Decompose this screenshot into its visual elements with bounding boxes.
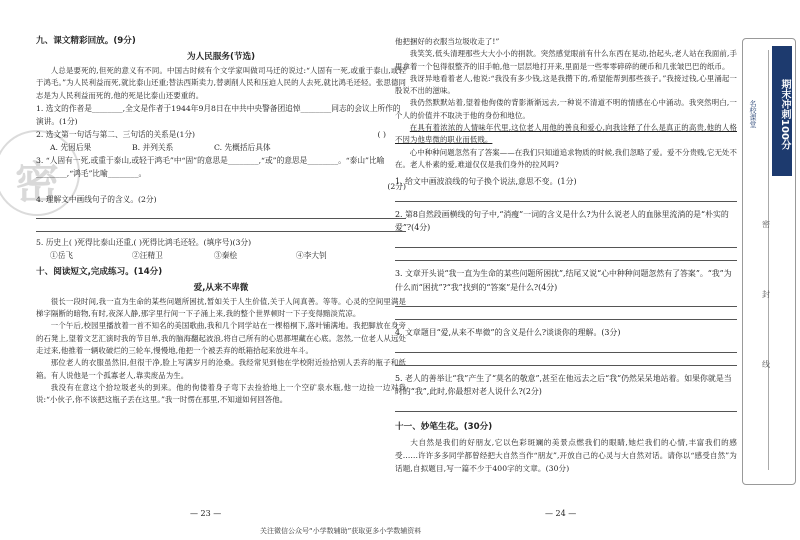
option: B. 并列关系 <box>132 142 174 152</box>
passage-2-para-9: 心中种种问题忽然有了答案——在我们只知道追求物质的时候,我们忽略了爱。爱不分贵贱,它无处不在。老人朴素的爱,难道仅仅是我们身外的拉风吗? <box>395 147 737 169</box>
options-9-5 <box>36 249 406 262</box>
answer-line[interactable] <box>395 353 737 366</box>
page-number-right: — 24 — <box>545 509 577 518</box>
answer-line[interactable] <box>395 399 737 412</box>
seal-label: 密 <box>762 220 770 229</box>
question-10-1: 1. 给文中画波浪线的句子换个说法,意思不变。(1分) <box>395 177 577 187</box>
passage-2-para-1: 很长一段时间,我一直为生命的某些问题所困扰,暂如关于人生价值,关于人间真善。等等。心灵的空间里满是梯字隔断的暗物,有时,夜深人静,那字里行间一下子涌上来,我的整个世界顿时一下子变得黯淡荒凉。 <box>36 296 406 319</box>
question-9-3: 3. “人固有一死,或重于泰山,或轻于鸿毛”中“固”的意思是________,“或”的意思是________。“泰山”比喻________,“鸿毛”比喻________。 <box>36 155 385 178</box>
passage-2-para-6: 我讶异地看着老人,他说:“我没有多少钱,这是我攒下的,希望能帮到那些孩子。”我接过钱,心里涌起一股说不出的滋味。 <box>395 73 737 96</box>
brand-subtitle: 100分 <box>779 118 790 150</box>
section-11-heading: 十一、妙笔生花。(30分) <box>395 422 493 433</box>
seal-line-labels <box>762 190 770 400</box>
passage-2-para-8: 在具有着浓浓的人情味年代里,这位老人用他的善良和爱心,向我诠释了什么是真正的高贵,他的人格不因为他卑微的职业而低贱。 <box>395 123 737 145</box>
answer-line[interactable] <box>395 294 737 307</box>
passage-title-2: 爱,从来不卑微 <box>193 282 249 293</box>
answer-paren[interactable]: ( ) <box>377 129 386 139</box>
answer-line[interactable] <box>36 206 406 219</box>
page-number-left: — 23 — <box>190 509 222 518</box>
passage-2-para-3: 那位老人的衣服虽然旧,但很干净,脸上写满岁月的沧桑。我经常见到他在学校附近捡拾别人丢弃的瓶子和纸箱。有人说他是一个孤寡老人,靠卖废品为生。 <box>36 358 406 380</box>
option: C. 先概括后具体 <box>214 142 271 152</box>
passage-1: 人总是要死的,但死的意义有不同。中国古时候有个文学家叫做司马迁的说过:“人固有一死,或重于泰山,或轻于鸿毛。”为人民利益而死,就比泰山还重;替法西斯卖力,替剥削人民和压迫人民的人去死,就比鸿毛还轻。张思德同志是为人民利益而死的,他的死是比泰山还要重的。 <box>36 66 406 100</box>
passage-2-para-4: 我没有在意这个拾垃圾老头的到来。他的佝偻着身子弯下去捡拾地上一个空矿泉水瓶,他一边捡一边对我说:“小伙子,你不该把这瓶子丢在这里。”我一时愣在那里,不知道如何回答他。 <box>36 382 406 405</box>
answer-line[interactable] <box>36 219 406 232</box>
question-9-4: 4. 理解文中画线句子的含义。(2分) <box>36 194 157 204</box>
question-9-1: 1. 选文的作者是________,全文是作者于1944年9月8日在中共中央警备团追悼________同志的会议上所作的演讲。(1分) <box>36 103 401 126</box>
question-10-4: 4. 文章题目“爱,从来不卑微”的含义是什么?谈谈你的理解。(3分) <box>395 328 621 338</box>
passage-2-para-2: 一个午后,校园里播放着一首不知名的美国歌曲,我和几个同学站在一棵梧桐下,落叶铺满地。我把脚放在身旁的石凳上,望着文艺汇演时我的节目单,我的脑海翻起波浪,将自己所有的心思都埋藏在心底。忽然,一位老人从远处走过来,他推着一辆收破烂的三轮车,慢慢地,他把一个被丢弃的纸箱拾起来放进车斗。 <box>36 321 406 356</box>
brand-logo: 名校课堂 <box>749 100 757 128</box>
footer-note: 关注微信公众号“小学数辅助”获取更多小学数辅资料 <box>260 527 422 535</box>
answer-line[interactable] <box>395 189 737 202</box>
section-10-heading: 十、阅读短文,完成练习。(14分) <box>36 266 163 277</box>
brand-banner <box>772 46 792 176</box>
question-9-2-row <box>36 128 406 141</box>
section-9-heading: 九、课文精彩回放。(9分) <box>36 36 136 46</box>
passage-2-para-5: 我笑笑,低头清理那些大大小小的捐款。突然感觉眼前有什么东西在晃动,抬起头,老人站在我面前,手里拿着一个包得很整齐的旧手帕,他一层层地打开来,里面是一些零零碎碎的硬币和几张皱巴巴的纸币。 <box>395 49 737 71</box>
answer-line[interactable] <box>395 340 737 353</box>
seal-label: 封 <box>762 290 770 299</box>
composition-prompt: 大自然是我们的好朋友,它以色彩斑斓的美景点燃我们的眼睛,她烂我们的心情,丰富我们的感受……许许多多同学都曾经把大自然当作“朋友”,开放自己的心灵与大自然对话。请你以“感受自然”为话题,自拟题目,写一篇不少于400字的文章。(30分) <box>395 438 737 474</box>
question-10-3: 3. 文章开头说“我一直为生命的某些问题所困扰”,结尾又说“心中种种问题忽然有了答案”。“我”为什么而“困扰”?“我”找到的“答案”是什么?(4分) <box>395 269 732 292</box>
question-10-2: 2. 第8自然段画横线的句子中,“消瘦”一词的含义是什么?为什么说老人的血脉里流淌的是“朴实的爱”?(4分) <box>395 209 729 233</box>
question-10-5: 5. 老人的善举让“我”产生了“莫名的敬意”,甚至在他远去之后“我”仍然呆呆地站着。如果你就是当时的“我”,此时,你最想对老人说什么?(2分) <box>395 373 732 397</box>
answer-line[interactable] <box>395 248 737 261</box>
option: ①岳飞 <box>50 250 74 260</box>
left-page <box>0 0 406 407</box>
passage-2-cont: 他把捆好的衣服当垃圾收走了!” <box>395 37 500 46</box>
side-margin <box>742 30 800 540</box>
options-9-2 <box>36 141 406 154</box>
seal-label: 线 <box>762 360 770 369</box>
right-page <box>395 36 737 475</box>
question-9-5: 5. 历史上( )死得比泰山还重,( )死得比鸿毛还轻。(填序号)(3分) <box>36 237 252 247</box>
answer-line[interactable] <box>395 307 737 320</box>
points-9-3: (2分) <box>387 181 406 191</box>
option: ②汪精卫 <box>132 250 163 260</box>
passage-2-para-7: 我仍然默默站着,望着他佝偻的背影渐渐远去,一种说不清道不明的情感在心中涌动。我突然明白,一个人的价值并不取决于他的身份和地位。 <box>395 98 737 120</box>
answer-line[interactable] <box>395 235 737 248</box>
brand-title: 期末冲刺 <box>779 78 790 119</box>
option: ④李大钊 <box>296 250 327 260</box>
passage-title-1: 为人民服务(节选) <box>186 52 255 62</box>
option: A. 先因后果 <box>50 142 92 152</box>
option: ③秦桧 <box>214 250 238 260</box>
seal-stamp: 密 <box>0 130 80 216</box>
question-9-2: 2. 选文第一句话与第二、三句话的关系是(1分) <box>36 129 196 139</box>
